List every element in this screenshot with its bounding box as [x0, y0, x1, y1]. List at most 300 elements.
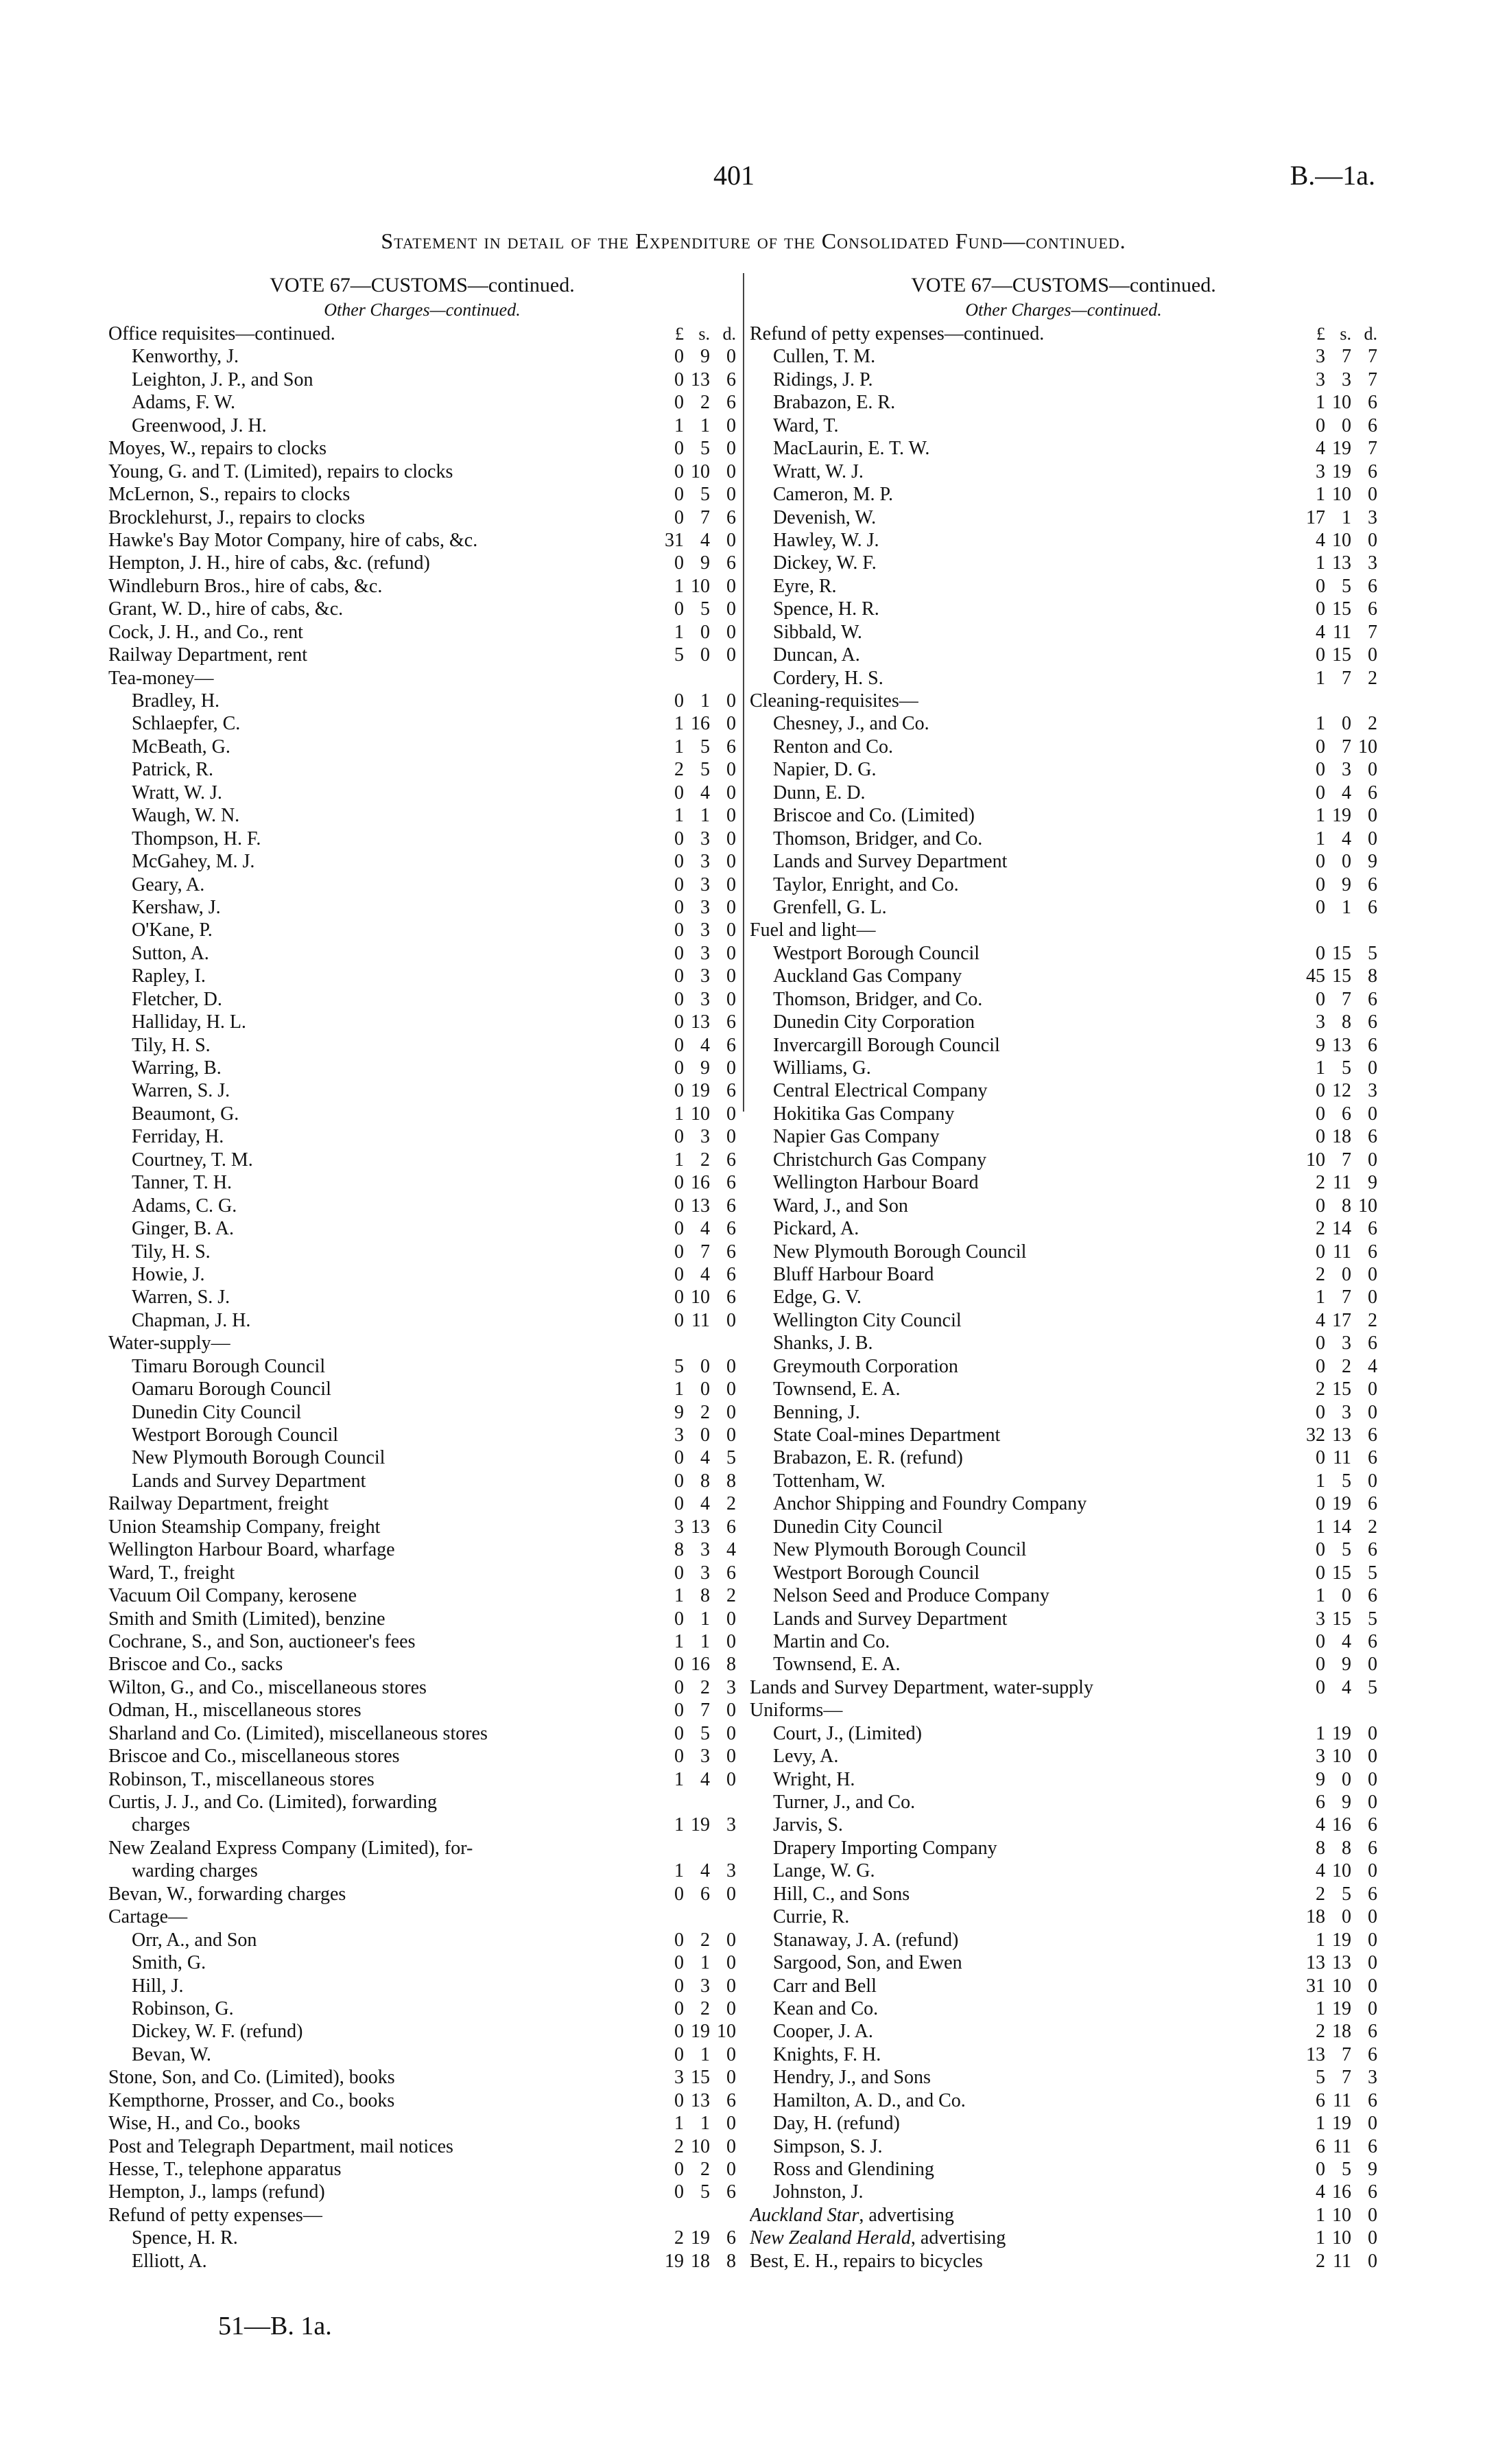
- pence-value: 0: [1368, 1860, 1377, 1882]
- table-row: [108, 2089, 736, 2112]
- shillings-value: 16: [691, 713, 710, 735]
- row-label: charges: [132, 1814, 190, 1836]
- table-row: [750, 1608, 1377, 1630]
- shillings-value: 9: [700, 346, 710, 368]
- table-row: [750, 1195, 1377, 1217]
- pounds-value: 3: [674, 1424, 684, 1446]
- pounds-value: 0: [674, 1608, 684, 1630]
- pounds-value: 0: [674, 1952, 684, 1974]
- row-label: Orr, A., and Son: [132, 1929, 257, 1951]
- shillings-value: 1: [700, 2113, 710, 2135]
- shillings-value: 0: [700, 1378, 710, 1400]
- shillings-value: 4: [1342, 782, 1351, 803]
- table-row: [108, 782, 736, 804]
- pence-value: 0: [726, 1700, 736, 1722]
- table-row: [750, 1676, 1377, 1699]
- page-number: 401: [713, 160, 755, 191]
- row-label: Cleaning-requisites—: [750, 690, 918, 712]
- pence-value: 6: [726, 1263, 736, 1285]
- pounds-value: 0: [1316, 1654, 1325, 1676]
- row-label: Best, E. H., repairs to bicycles: [750, 2250, 983, 2272]
- pence-value: 2: [726, 1493, 736, 1515]
- pence-value: 9: [1368, 1172, 1377, 1194]
- row-label: McGahey, M. J.: [132, 851, 255, 873]
- table-row: [750, 1034, 1377, 1057]
- pounds-value: 17: [1306, 506, 1325, 528]
- pence-value: 6: [726, 736, 736, 758]
- row-label: Lands and Survey Department: [773, 851, 1008, 873]
- table-row: [750, 644, 1377, 666]
- table-row: [108, 1011, 736, 1033]
- table-row: [750, 1859, 1377, 1882]
- pounds-value: 2: [1316, 1378, 1325, 1400]
- pence-value: 0: [1368, 1654, 1377, 1676]
- shillings-value: 8: [1342, 1011, 1351, 1033]
- pence-value: 0: [726, 484, 736, 506]
- row-label: Turner, J., and Co.: [773, 1792, 916, 1813]
- row-label: Hokitika Gas Company: [773, 1103, 955, 1125]
- pence-value: 6: [1368, 1126, 1377, 1148]
- pence-value: 0: [726, 1883, 736, 1905]
- pence-value: 0: [726, 575, 736, 597]
- pounds-value: 4: [1316, 1860, 1325, 1882]
- currency-header-pounds: £: [675, 324, 684, 344]
- pence-value: 8: [1368, 965, 1377, 987]
- table-row: [108, 1309, 736, 1332]
- pounds-value: [648, 1905, 684, 1928]
- shillings-value: 4: [700, 1263, 710, 1285]
- pounds-value: 1: [674, 2113, 684, 2135]
- pounds-value: 8: [674, 1539, 684, 1561]
- pence-value: 0: [726, 805, 736, 827]
- shillings-value: 0: [1342, 713, 1351, 735]
- shillings-value: 9: [1342, 873, 1351, 895]
- pounds-value: 3: [1316, 460, 1325, 482]
- currency-header-shillings: s.: [698, 324, 710, 344]
- pence-value: 6: [1368, 1837, 1377, 1859]
- pence-value: 0: [726, 1608, 736, 1630]
- row-label: Napier Gas Company: [773, 1126, 940, 1148]
- table-row: [108, 1562, 736, 1584]
- expenditure-table: [750, 322, 1377, 2273]
- row-label: Westport Borough Council: [773, 1562, 980, 1584]
- shillings-value: 0: [1342, 1768, 1351, 1790]
- shillings-value: 13: [691, 1195, 710, 1217]
- pence-value: 0: [1368, 1103, 1377, 1125]
- row-label: Dickey, W. F.: [773, 552, 877, 574]
- pence-value: 3: [1368, 2067, 1377, 2089]
- table-row: [750, 1699, 1377, 1722]
- row-label: Warren, S. J.: [132, 1287, 230, 1309]
- pence-value: 0: [1368, 1792, 1377, 1813]
- row-label: Drapery Importing Company: [773, 1837, 997, 1859]
- row-label: Elliott, A.: [132, 2250, 207, 2272]
- row-label: Thomson, Bridger, and Co.: [773, 988, 983, 1010]
- table-row: [108, 1241, 736, 1263]
- pounds-value: 4: [1316, 1309, 1325, 1331]
- row-label: Schlaepfer, C.: [132, 713, 241, 735]
- shillings-value: 6: [1342, 1103, 1351, 1125]
- pence-value: 0: [1368, 1975, 1377, 1997]
- shillings-value: 3: [700, 851, 710, 873]
- pounds-value: 5: [674, 644, 684, 666]
- footer-reference: 51—B. 1a.: [218, 2312, 332, 2340]
- pence-value: 6: [1368, 1218, 1377, 1240]
- shillings-value: 11: [1333, 1447, 1351, 1469]
- pence-value: 0: [1368, 484, 1377, 506]
- table-row: [750, 1217, 1377, 1240]
- row-label: Hill, J.: [132, 1975, 184, 1997]
- shillings-value: [684, 667, 710, 690]
- charges-subheading: Other Charges—continued.: [324, 300, 521, 320]
- shillings-value: 7: [1342, 346, 1351, 368]
- row-label: Ross and Glendining: [773, 2159, 934, 2180]
- row-label: Cameron, M. P.: [773, 484, 893, 506]
- pence-value: 0: [1368, 1952, 1377, 1974]
- shillings-value: 10: [1332, 484, 1351, 506]
- shillings-value: 2: [700, 1929, 710, 1951]
- pounds-value: 0: [674, 1470, 684, 1492]
- row-label: Wratt, W. J.: [773, 460, 864, 482]
- pounds-value: [648, 1791, 684, 1814]
- row-label: Grant, W. D., hire of cabs, &c.: [108, 598, 344, 620]
- shillings-value: 3: [700, 988, 710, 1010]
- shillings-value: 4: [700, 529, 710, 551]
- pounds-value: 0: [674, 1722, 684, 1744]
- pounds-value: 0: [1316, 1333, 1325, 1354]
- table-row: [108, 873, 736, 896]
- pence-value: 3: [726, 1676, 736, 1698]
- shillings-value: [684, 1332, 710, 1354]
- row-label: Central Electrical Company: [773, 1080, 988, 1102]
- table-row: [750, 1125, 1377, 1148]
- shillings-value: 18: [1332, 1126, 1351, 1148]
- pounds-value: 0: [674, 1447, 684, 1469]
- pounds-value: 1: [1316, 667, 1325, 689]
- pence-value: 0: [1368, 1997, 1377, 2019]
- table-row: [108, 1837, 736, 1859]
- pounds-value: 0: [1316, 1676, 1325, 1698]
- pence-value: 6: [1368, 1883, 1377, 1905]
- pence-value: 6: [1368, 2021, 1377, 2043]
- row-label: Spence, H. R.: [773, 598, 879, 620]
- table-row: [750, 2158, 1377, 2181]
- table-row: [750, 2204, 1377, 2227]
- pounds-value: 0: [1316, 2159, 1325, 2180]
- table-row: [108, 988, 736, 1011]
- shillings-value: 4: [700, 1860, 710, 1882]
- shillings-value: 0: [700, 644, 710, 666]
- table-row: [750, 1492, 1377, 1515]
- shillings-value: [684, 1791, 710, 1814]
- pounds-value: 1: [674, 1860, 684, 1882]
- pence-value: 2: [726, 1585, 736, 1607]
- pounds-value: 0: [674, 392, 684, 414]
- shillings-value: 19: [1332, 805, 1351, 827]
- row-label: State Coal-mines Department: [773, 1424, 1001, 1446]
- pence-value: 6: [1368, 2043, 1377, 2065]
- pounds-value: 1: [1316, 1287, 1325, 1309]
- pounds-value: 1: [1316, 713, 1325, 735]
- pounds-value: 1: [674, 575, 684, 597]
- table-row: [750, 460, 1377, 483]
- pounds-value: 0: [1316, 896, 1325, 918]
- shillings-value: 2: [700, 1149, 710, 1171]
- row-label: Hawley, W. J.: [773, 529, 879, 551]
- pounds-value: 4: [1316, 529, 1325, 551]
- pounds-value: 1: [674, 621, 684, 643]
- row-label: Leighton, J. P., and Son: [132, 368, 313, 390]
- pounds-value: 0: [674, 1034, 684, 1056]
- row-label: Lands and Survey Department: [773, 1608, 1008, 1630]
- pounds-value: 3: [1316, 1608, 1325, 1630]
- pounds-value: 0: [1316, 644, 1325, 666]
- pence-value: 2: [1368, 1516, 1377, 1538]
- pounds-value: 1: [1316, 2227, 1325, 2249]
- pounds-value: 1: [1316, 392, 1325, 414]
- statement-title: Statement in detail of the Expenditure of the Consolidated Fund—continued.: [381, 228, 1126, 253]
- pounds-value: 0: [1316, 759, 1325, 781]
- pence-value: 6: [1368, 414, 1377, 436]
- pence-value: 0: [1368, 759, 1377, 781]
- table-row: [108, 690, 736, 712]
- row-label: Tily, H. S.: [132, 1034, 211, 1056]
- pounds-value: 0: [674, 1493, 684, 1515]
- pence-value: 0: [1368, 1746, 1377, 1768]
- shillings-value: 19: [1332, 438, 1351, 460]
- shillings-value: 4: [700, 782, 710, 803]
- table-row: [750, 2181, 1377, 2203]
- table-row: [750, 2043, 1377, 2066]
- pence-value: 6: [726, 1011, 736, 1033]
- pounds-value: 9: [1316, 1034, 1325, 1056]
- shillings-value: 7: [1342, 1149, 1351, 1171]
- row-label: Union Steamship Company, freight: [108, 1516, 381, 1538]
- shillings-value: 15: [691, 2067, 710, 2089]
- row-label: Briscoe and Co., sacks: [108, 1654, 283, 1676]
- pence-value: 6: [726, 1218, 736, 1240]
- pounds-value: 0: [674, 1883, 684, 1905]
- pounds-value: 3: [1316, 368, 1325, 390]
- table-row: [108, 437, 736, 460]
- shillings-value: 19: [1332, 1929, 1351, 1951]
- pence-value: 0: [1368, 2204, 1377, 2226]
- row-label: Knights, F. H.: [773, 2043, 881, 2065]
- row-label: Cartage—: [108, 1906, 188, 1928]
- shillings-value: 15: [1332, 1562, 1351, 1584]
- row-label: Hempton, J. H., hire of cabs, &c. (refund): [108, 552, 430, 574]
- pence-value: [1351, 1699, 1377, 1722]
- row-label: Kenworthy, J.: [132, 346, 239, 368]
- pounds-value: [1290, 1699, 1325, 1722]
- table-row: [750, 1057, 1377, 1079]
- pence-value: 6: [726, 1241, 736, 1263]
- row-label: Ward, T.: [773, 414, 839, 436]
- row-label: Timaru Borough Council: [132, 1355, 326, 1377]
- shillings-value: 1: [700, 414, 710, 436]
- table-row: [108, 2181, 736, 2203]
- table-row: [750, 942, 1377, 965]
- row-label: Tottenham, W.: [773, 1470, 886, 1492]
- currency-header-shillings: s.: [1340, 324, 1351, 344]
- table-row: [750, 1149, 1377, 1171]
- pounds-value: 0: [674, 1654, 684, 1676]
- table-row: [750, 552, 1377, 574]
- shillings-value: 4: [700, 1218, 710, 1240]
- table-row: [108, 828, 736, 850]
- table-row: [750, 1378, 1377, 1400]
- table-row: [750, 391, 1377, 414]
- pence-value: [1351, 919, 1377, 941]
- shillings-value: 0: [1342, 1906, 1351, 1928]
- pence-value: 6: [1368, 392, 1377, 414]
- table-row: [750, 1286, 1377, 1309]
- shillings-value: 1: [1342, 896, 1351, 918]
- pence-value: 0: [726, 529, 736, 551]
- table-row: [108, 2135, 736, 2158]
- table-row: [750, 850, 1377, 873]
- table-row: [750, 529, 1377, 552]
- shillings-value: 13: [1332, 552, 1351, 574]
- pence-value: 0: [726, 1424, 736, 1446]
- shillings-value: 2: [1342, 1355, 1351, 1377]
- row-label: Adams, C. G.: [132, 1195, 237, 1217]
- pence-value: 0: [726, 1975, 736, 1997]
- shillings-value: 15: [1332, 598, 1351, 620]
- table-row: [750, 1332, 1377, 1354]
- row-label: Levy, A.: [773, 1746, 839, 1768]
- shillings-value: 5: [700, 438, 710, 460]
- pounds-value: 2: [1316, 2021, 1325, 2043]
- table-row: [750, 2135, 1377, 2158]
- table-row: [108, 1538, 736, 1561]
- table-row: [750, 712, 1377, 735]
- pence-value: 6: [726, 392, 736, 414]
- table-row: [108, 1608, 736, 1630]
- table-row: [108, 1584, 736, 1607]
- shillings-value: 3: [700, 1746, 710, 1768]
- table-row: [750, 1401, 1377, 1424]
- table-row: [108, 1975, 736, 1997]
- row-label: Fuel and light—: [750, 919, 876, 941]
- pence-value: 6: [726, 552, 736, 574]
- table-row: [750, 1997, 1377, 2020]
- pence-value: 4: [1368, 1355, 1377, 1377]
- pounds-value: 0: [674, 598, 684, 620]
- row-label: Halliday, H. L.: [132, 1011, 246, 1033]
- table-row: [750, 414, 1377, 437]
- shillings-value: 17: [1332, 1309, 1351, 1331]
- pounds-value: 2: [1316, 1883, 1325, 1905]
- pounds-value: 0: [674, 368, 684, 390]
- row-label: Invercargill Borough Council: [773, 1034, 1000, 1056]
- pence-value: 6: [1368, 598, 1377, 620]
- pence-value: 6: [726, 1195, 736, 1217]
- pence-value: 6: [1368, 782, 1377, 803]
- shillings-value: 13: [691, 1011, 710, 1033]
- pounds-value: 0: [674, 1195, 684, 1217]
- table-row: [750, 1951, 1377, 1974]
- row-label: Dunedin City Corporation: [773, 1011, 975, 1033]
- row-label: warding charges: [132, 1860, 258, 1882]
- pounds-value: 3: [1316, 1011, 1325, 1033]
- currency-header-pence: d.: [722, 324, 736, 344]
- pounds-value: 0: [1316, 942, 1325, 964]
- table-row: [108, 1263, 736, 1286]
- pence-value: 5: [1368, 942, 1377, 964]
- shillings-value: 0: [700, 1424, 710, 1446]
- table-row: [108, 712, 736, 735]
- table-row: [108, 2204, 736, 2227]
- shillings-value: 3: [700, 965, 710, 987]
- table-row: [750, 437, 1377, 460]
- charges-subheading: Other Charges—continued.: [965, 300, 1162, 320]
- pounds-value: 0: [674, 438, 684, 460]
- row-label: Wise, H., and Co., books: [108, 2113, 300, 2135]
- row-label: Tea-money—: [108, 667, 214, 689]
- pence-value: 6: [726, 1080, 736, 1102]
- pounds-value: 13: [1306, 2043, 1325, 2065]
- pence-value: 9: [1368, 2159, 1377, 2180]
- shillings-value: 10: [1332, 2227, 1351, 2249]
- pence-value: 6: [1368, 2181, 1377, 2203]
- pounds-value: 1: [1316, 1929, 1325, 1951]
- shillings-value: 3: [700, 942, 710, 964]
- pounds-value: 0: [1316, 782, 1325, 803]
- pounds-value: 9: [674, 1401, 684, 1423]
- table-row: [108, 644, 736, 666]
- shillings-value: 4: [700, 1768, 710, 1790]
- table-row: [108, 483, 736, 506]
- pence-value: 0: [1368, 1722, 1377, 1744]
- table-row: [108, 758, 736, 781]
- shillings-value: 0: [1342, 414, 1351, 436]
- shillings-value: 10: [691, 1287, 710, 1309]
- shillings-value: 5: [1342, 1883, 1351, 1905]
- pence-value: 6: [1368, 575, 1377, 597]
- row-label: Refund of petty expenses—continued.: [750, 323, 1045, 344]
- table-row: [750, 2250, 1377, 2273]
- row-label: Curtis, J. J., and Co. (Limited), forwarding: [108, 1792, 438, 1813]
- pence-value: 0: [726, 1630, 736, 1652]
- row-label: Smith, G.: [132, 1952, 206, 1974]
- pounds-value: 18: [1306, 1906, 1325, 1928]
- shillings-value: [1325, 1699, 1351, 1722]
- shillings-value: 1: [700, 805, 710, 827]
- shillings-value: 2: [700, 1401, 710, 1423]
- shillings-value: 9: [1342, 1654, 1351, 1676]
- row-label: Ward, J., and Son: [773, 1195, 908, 1217]
- pounds-value: 0: [1316, 1401, 1325, 1423]
- row-label: Hill, C., and Sons: [773, 1883, 910, 1905]
- document-reference: B.—1a.: [1290, 160, 1375, 191]
- table-row: [750, 1011, 1377, 1033]
- pence-value: 6: [1368, 460, 1377, 482]
- pence-value: 7: [1368, 621, 1377, 643]
- table-row: [750, 965, 1377, 987]
- row-label: O'Kane, P.: [132, 919, 213, 941]
- pence-value: 0: [726, 782, 736, 803]
- pounds-value: [648, 2204, 684, 2227]
- row-label: Young, G. and T. (Limited), repairs to clocks: [108, 460, 453, 482]
- shillings-value: 15: [1332, 1608, 1351, 1630]
- table-row: [750, 1103, 1377, 1125]
- shillings-value: 16: [1332, 2181, 1351, 2203]
- pounds-value: 0: [674, 1172, 684, 1194]
- row-label: Shanks, J. B.: [773, 1333, 873, 1354]
- table-row: [750, 345, 1377, 368]
- shillings-value: 4: [700, 1034, 710, 1056]
